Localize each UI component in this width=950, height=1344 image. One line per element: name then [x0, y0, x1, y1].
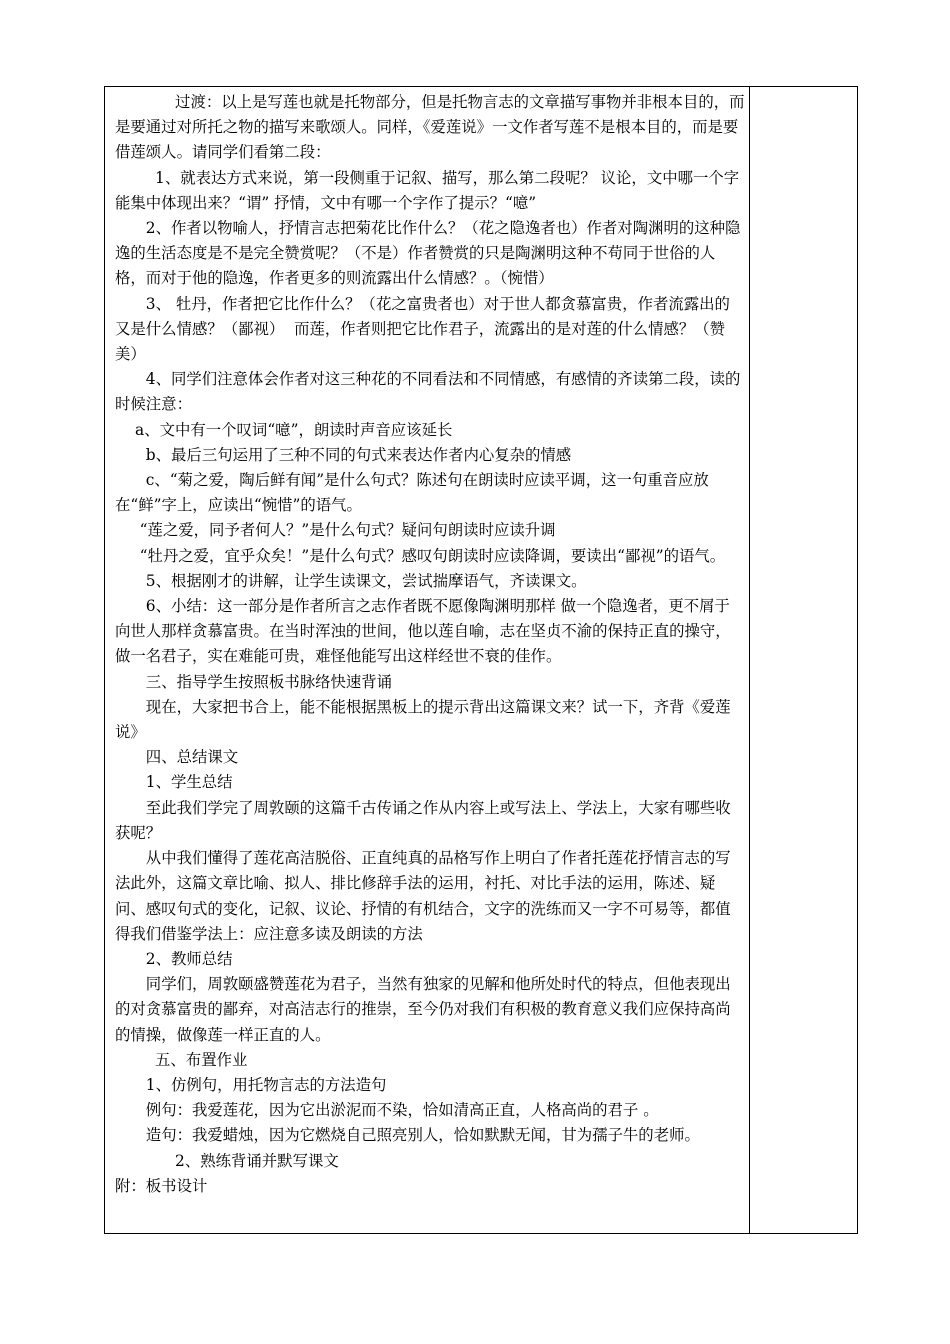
- paragraph: 造句：我爱蜡烛，因为它燃烧自己照亮别人，恰如默默无闻，甘为孺子牛的老师。: [145, 1126, 700, 1145]
- lesson-content-cell: [115, 90, 745, 1199]
- paragraph: 附：板书设计: [115, 1176, 208, 1195]
- paragraph: “牡丹之爱，宜乎众矣！”是什么句式？感叹句朗读时应读降调，要读出“鄙视”的语气。: [139, 546, 726, 565]
- paragraph: a、文中有一个叹词“噫”，朗读时声音应该延长: [135, 420, 453, 439]
- paragraph: 1、学生总结: [145, 773, 233, 792]
- paragraph: 现在，大家把书合上，能不能根据黑板上的提示背出这篇课文来？试一下，齐背《爱莲说》: [115, 697, 731, 742]
- paragraph: 四、总结课文: [145, 748, 239, 767]
- paragraph: 1、仿例句，用托物言志的方法造句: [145, 1075, 387, 1094]
- paragraph: 2、熟练背诵并默写课文: [175, 1151, 339, 1170]
- paragraph: 4、同学们注意体会作者对这三种花的不同看法和不同情感，有感情的齐读第二段，读的时候注意：: [115, 370, 741, 414]
- column-divider: [749, 87, 750, 1233]
- paragraph: 3、 牡丹，作者把它比作什么？（花之富贵者也）对于世人都贪慕富贵，作者流露出的又是什么情感？（鄙视） 而莲，作者则把它比作君子，流露出的是对莲的什么情感？（赞美）: [115, 294, 730, 364]
- paragraph: 三、指导学生按照板书脉络快速背诵: [145, 672, 393, 691]
- paragraph: 同学们，周敦颐盛赞莲花为君子，当然有独家的见解和他所处时代的特点，但他表现出的对贪慕富贵的鄙弃，对高洁志行的推崇，至今仍对我们有积极的教育意义我们应保持高尚的情操，做像莲一样正直的人。: [115, 975, 731, 1044]
- paragraph: 2、教师总结: [145, 949, 233, 968]
- paragraph: 五、布置作业: [155, 1050, 248, 1069]
- paragraph: 6、小结：这一部分是作者所言之志作者既不愿像陶渊明那样 做一个隐逸者，更不屑于向世人那样贪慕富贵。在当时浑浊的世间，他以莲自喻，志在坚贞不渝的保持正直的操守，做一名君子，实在难能可贵，难怪他能写出这样经世不衰的佳作。: [115, 597, 731, 666]
- paragraph: 5、根据刚才的讲解，让学生读课文，尝试揣摩语气，齐读课文。: [145, 571, 587, 590]
- paragraph: 例句：我爱莲花，因为它出淤泥而不染，恰如清高正直，人格高尚的君子 。: [145, 1101, 659, 1120]
- lesson-plan-table: [104, 86, 858, 1234]
- paragraph: 从中我们懂得了莲花高洁脱俗、正直纯真的品格写作上明白了作者托莲花抒情言志的写法此外，这篇文章比喻、拟人、排比修辞手法的运用，衬托、对比手法的运用，陈述、疑问、感叹句式的变化，记叙、议论、抒情的有机结合，文字的洗练而又一字不可易等，都值得我们借鉴学法上：应注意多读及朗读的方法: [115, 849, 731, 943]
- paragraph: b、最后三句运用了三种不同的句式来表达作者内心复杂的情感: [145, 445, 572, 464]
- paragraph: 1、就表达方式来说，第一段侧重于记叙、描写，那么第二段呢？ 议论，文中哪一个字能集中体现出来？“谓” 抒情，文中有哪一个字作了提示？“噫”: [115, 168, 740, 212]
- paragraph: 2、作者以物喻人，抒情言志把菊花比作什么？（花之隐逸者也）作者对陶渊明的这种隐逸的生活态度是不是完全赞赏呢？（不是）作者赞赏的只是陶渊明这种不苟同于世俗的人格，而对于他的隐逸，作者更多的则流露出什么情感？。（惋惜）: [115, 219, 741, 288]
- paragraph: 过渡：以上是写莲也就是托物部分，但是托物言志的文章描写事物并非根本目的，而是要通过对所托之物的描写来歌颂人。同样，《爱莲说》一文作者写莲不是根本目的，而是要借莲颂人。请同学们看第二段：: [115, 93, 745, 162]
- paragraph: “莲之爱，同予者何人？”是什么句式？疑问句朗读时应读升调: [139, 521, 556, 540]
- paragraph: c、“菊之爱，陶后鲜有闻”是什么句式？陈述句在朗读时应读平调，这一句重音应放在“鲜”字上，应读出“惋惜”的语气。: [115, 471, 709, 515]
- paragraph: 至此我们学完了周敦颐的这篇千古传诵之作从内容上或写法上、学法上，大家有哪些收获呢？: [115, 798, 731, 842]
